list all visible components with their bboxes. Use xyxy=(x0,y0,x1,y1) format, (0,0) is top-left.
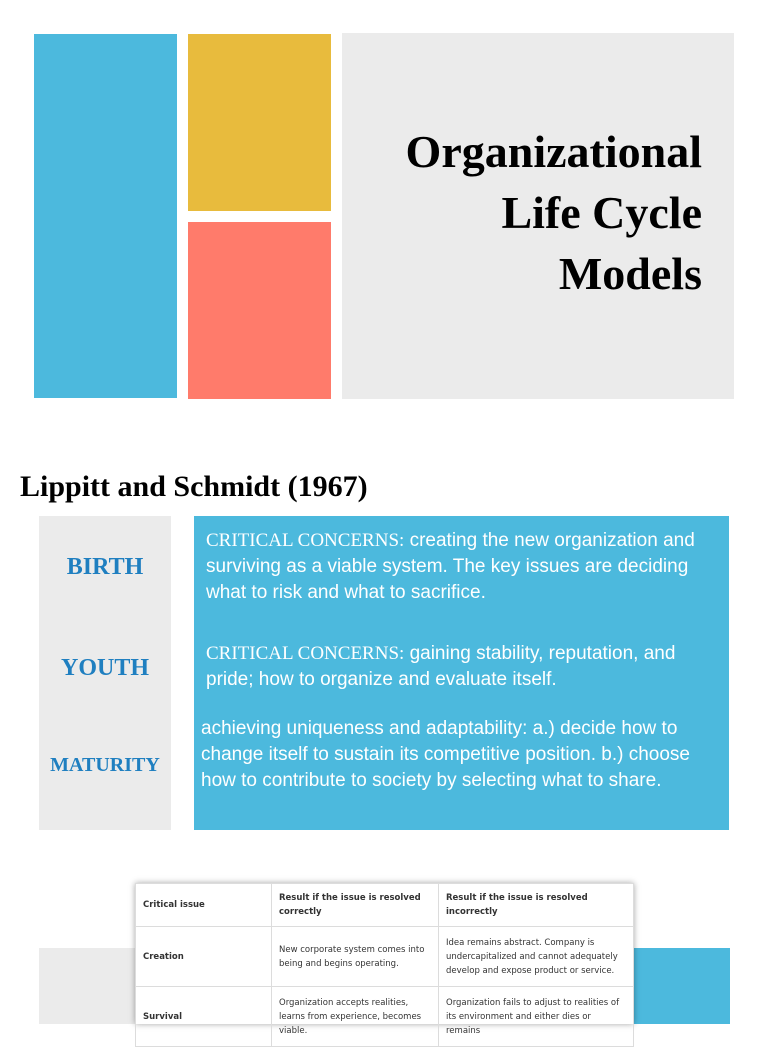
critical-issue-table xyxy=(135,883,634,1036)
table-cell: Organization fails to adjust to realities of its environment and either dies or remains xyxy=(439,987,634,1047)
table-cell: Idea remains abstract. Company is undercapitalized and cannot adequately develop and expose product or service. xyxy=(439,927,634,987)
title-line: Models xyxy=(558,248,702,299)
decor-block-coral xyxy=(188,222,331,399)
stage-column xyxy=(39,516,171,830)
table-row xyxy=(136,987,634,1047)
table-cell: Creation xyxy=(136,927,272,987)
stage-youth: YOUTH xyxy=(60,655,149,681)
stage-birth: BIRTH xyxy=(66,554,144,580)
table-header-cell: Result if the issue is resolved incorrectly xyxy=(439,884,634,927)
stage-maturity: MATURITY xyxy=(50,754,160,776)
slide-title xyxy=(406,121,702,304)
table-cell: Organization accepts realities, learns from experience, becomes viable. xyxy=(272,987,439,1047)
table-header-row xyxy=(136,884,634,927)
title-line: Life Cycle xyxy=(501,187,702,238)
decor-block-blue xyxy=(34,34,177,398)
table-row xyxy=(136,927,634,987)
concern-text: creating the new organization and surviving as a viable system. The key issues are deciding what to risk and what to sacrifice. xyxy=(206,530,695,603)
concern-label: CRITICAL CONCERNS: xyxy=(206,643,405,664)
concern-youth xyxy=(206,641,706,693)
concern-maturity xyxy=(201,716,706,794)
title-line: Organizational xyxy=(405,126,702,177)
section-heading: Lippitt and Schmidt (1967) xyxy=(20,470,368,503)
table-header-cell: Critical issue xyxy=(136,884,272,927)
table-header-cell: Result if the issue is resolved correctly xyxy=(272,884,439,927)
concern-label: CRITICAL CONCERNS: xyxy=(206,530,405,551)
concern-text: gaining stability, reputation, and pride; how to organize and evaluate itself. xyxy=(206,643,676,690)
concern-text: achieving uniqueness and adaptability: a.) decide how to change itself to sustain its competitive position. b.) choose how to contribute to society by selecting what to share. xyxy=(201,718,690,791)
title-panel xyxy=(342,33,734,399)
decor-block-yellow xyxy=(188,34,331,211)
concern-birth xyxy=(206,528,721,606)
table-cell: Survival xyxy=(136,987,272,1047)
concerns-panel xyxy=(194,516,729,830)
table-cell: New corporate system comes into being and begins operating. xyxy=(272,927,439,987)
